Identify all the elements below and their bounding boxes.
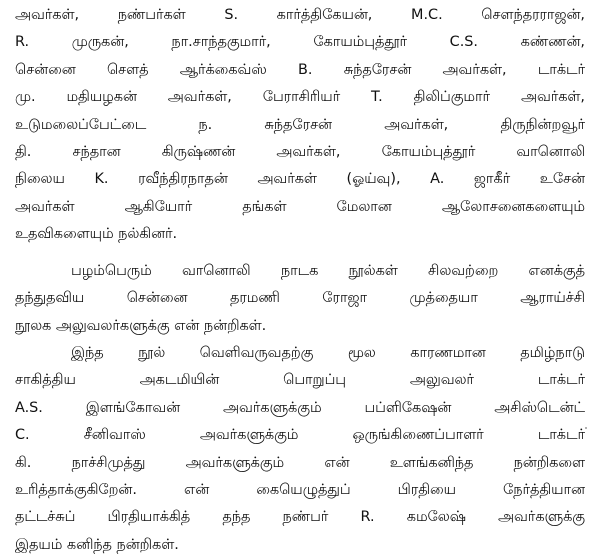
text-line: நிலைய K. ரவீந்திரநாதன் அவர்கள் (ஓய்வு), A. ஜாகீர் உசேன் [15, 171, 585, 188]
text-line: இதயம் கனிந்த நன்றிகள். [15, 536, 179, 553]
text-line: கி. நாச்சிமுத்து அவர்களுக்கும் என் உளங்கனிந்த நன்றிகளை [15, 454, 585, 471]
text-line: A.S. இளங்கோவன் அவர்களுக்கும் பப்ளிகேஷன் அசிஸ்டென்ட் [15, 399, 585, 416]
text-line: அவர்கள் ஆகியோர் தங்கள் மேலான ஆலோசனைகளையும் [15, 198, 585, 215]
text-line: C. சீனிவாஸ் அவர்களுக்கும் ஒருங்கிணைப்பாளர் டாக்டர் [15, 427, 585, 444]
text-line: உதவிகளையும் நல்கினர். [15, 226, 178, 243]
text-line: இந்த நூல் வெளிவருவதற்கு மூல காரணமான தமிழ்நாடு [71, 345, 585, 361]
text-line: நூலக அலுவலர்களுக்கு என் நன்றிகள். [15, 317, 267, 334]
text-line: தட்டச்சுப் பிரதியாக்கித் தந்த நண்பர் R. கமலேஷ் அவர்களுக்கு [15, 509, 585, 526]
paragraph-acknowledgement-library [15, 258, 585, 340]
text-line: சாகித்திய அகடமியின் பொறுப்பு அலுவலர் டாக்டர் [15, 372, 585, 389]
text-line: அவர்கள், நண்பர்கள் S. கார்த்திகேயன், M.C. சௌந்தரராஜன், [15, 7, 585, 23]
text-line: தி. சந்தான கிருஷ்ணன் அவர்கள், கோயம்புத்தூர் வானொலி [15, 143, 585, 160]
scan-speck [585, 427, 587, 429]
text-line: சென்னை சௌத் ஆர்க்கைவ்ஸ் B. சுந்தரேசன் அவர்கள், டாக்டர் [15, 61, 585, 78]
text-line: உரித்தாக்குகிறேன். என் கையெழுத்துப் பிரதியை நேர்த்தியான [15, 481, 585, 498]
paragraph-acknowledgement-advisors [15, 2, 585, 249]
text-line: மு. மதியழகன் அவர்கள், பேராசிரியர் T. திலிப்குமார் அவர்கள், [15, 89, 585, 106]
text-line: தந்துதவிய சென்னை தரமணி ரோஜா முத்தையா ஆராய்ச்சி [15, 290, 585, 307]
paragraph-acknowledgement-publication [15, 340, 585, 559]
text-line: பழம்பெரும் வானொலி நாடக நூல்கள் சிலவற்றை எனக்குத் [71, 263, 585, 279]
text-line: உடுமலைப்பேட்டை ந. சுந்தரேசன் அவர்கள், திருநின்றவூர் [15, 116, 585, 133]
text-line: R. முருகன், நா.சாந்தகுமார், கோயம்புத்தூர் C.S. கண்ணன், [15, 34, 585, 51]
